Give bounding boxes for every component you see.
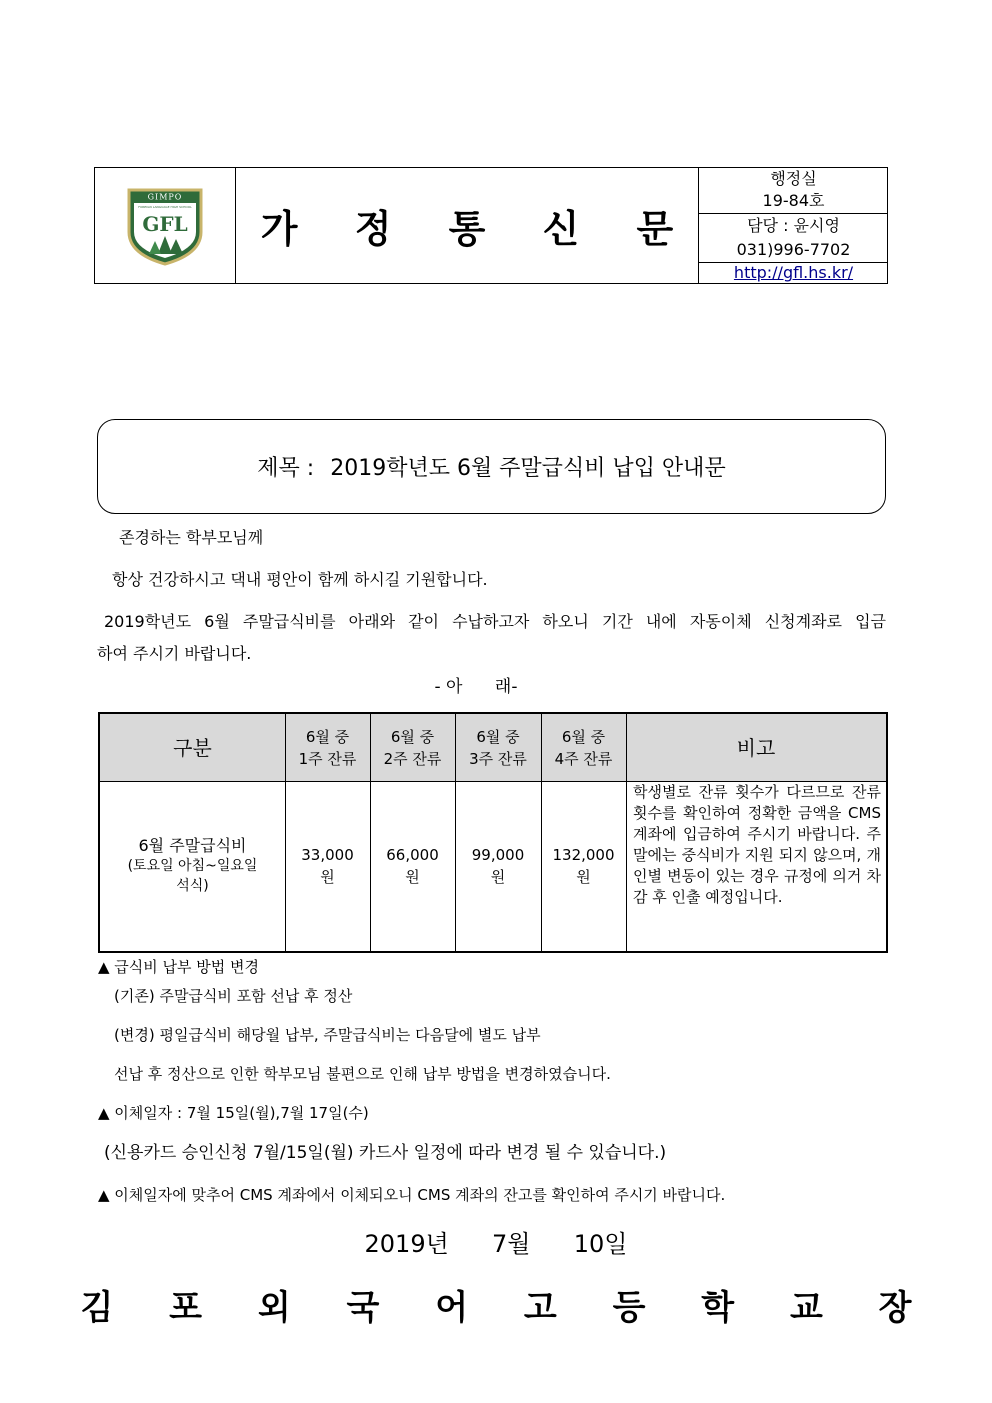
school-url-link[interactable]: http://gfl.hs.kr/ bbox=[733, 263, 854, 282]
subject-box bbox=[97, 419, 886, 514]
intro-line-2: 하여 주시기 바랍니다. bbox=[97, 644, 252, 663]
office-name: 행정실 bbox=[770, 169, 817, 188]
cms-note: ▲ 이체일자에 맞추어 CMS 계좌에서 이체되오니 CMS 계좌의 잔고를 확인하여 주시기 바랍니다. bbox=[98, 1186, 726, 1204]
logo-cell bbox=[95, 168, 236, 283]
logo-top-text: GIMPO bbox=[147, 192, 183, 201]
table-cell-week4: 132,000 원 bbox=[552, 846, 615, 886]
subject-label: 제목 : bbox=[257, 456, 315, 481]
col-header-week3: 6월 중 3주 잔류 bbox=[469, 727, 527, 768]
table-cell-week3: 99,000 원 bbox=[471, 846, 525, 886]
table-cell-week2: 66,000 원 bbox=[386, 846, 439, 886]
fee-table bbox=[98, 712, 888, 953]
greeting: 존경하는 학부모님께 bbox=[119, 528, 264, 547]
subject-text: 2019학년도 6월 주말급식비 납입 안내문 bbox=[330, 456, 726, 481]
section-heading: - 아 래- bbox=[434, 677, 518, 697]
col-header-week2: 6월 중 2주 잔류 bbox=[383, 727, 442, 768]
principal-signature: 김 포 외 국 어 고 등 학 교 장 bbox=[80, 1288, 934, 1328]
transfer-date: ▲ 이체일자 : 7월 15일(월),7월 17일(수) bbox=[98, 1104, 369, 1122]
col-header-week1: 6월 중 1주 잔류 bbox=[298, 727, 357, 768]
table-cell-remarks: 학생별로 잔류 횟수가 다르므로 잔류 횟수를 확인하여 정확한 금액을 CMS계좌에 입금하여 주시기 바랍니다. 주말에는 중식비가 지원 되지 않으며, 개인별 변동이 있는 경우 규정에 의거 차감 후 인출 예정입니다. bbox=[633, 783, 881, 906]
issue-date: 2019년 7월 10일 bbox=[364, 1230, 628, 1258]
logo-sub-text: FOREIGN LANGUAGE HIGH SCHOOL bbox=[138, 204, 192, 209]
intro-line-1: 2019학년도 6월 주말급식비를 아래와 같이 수납하고자 하오니 기간 내에 자동이체 신청계좌로 입금 bbox=[104, 612, 886, 631]
page-title: 가 정 통 신 문 bbox=[260, 207, 696, 251]
change-reason: 선납 후 정산으로 인한 학부모님 불편으로 인해 납부 방법을 변경하였습니다. bbox=[114, 1065, 611, 1083]
school-crest-icon bbox=[125, 186, 205, 266]
contact-person: 담당 : 윤시영 bbox=[747, 216, 840, 235]
method-after: (변경) 평일급식비 해당월 납부, 주말급식비는 다음달에 별도 납부 bbox=[114, 1026, 541, 1044]
divider bbox=[699, 213, 888, 214]
logo-main-text: GFL bbox=[142, 211, 188, 236]
col-header-remarks: 비고 bbox=[736, 735, 776, 760]
item-sub-1: (토요일 아침~일요일 bbox=[127, 858, 258, 874]
table-cell-week1: 33,000 원 bbox=[301, 846, 354, 886]
wish-text: 항상 건강하시고 댁내 평안이 함께 하시길 기원합니다. bbox=[112, 570, 488, 589]
letterhead bbox=[94, 167, 888, 284]
item-name: 6월 주말급식비 bbox=[138, 836, 247, 855]
col-header-category: 구분 bbox=[173, 735, 212, 760]
card-note: (신용카드 승인신청 7월/15일(월) 카드사 일정에 따라 변경 될 수 있습니다.) bbox=[104, 1143, 667, 1163]
col-header-week4: 6월 중 4주 잔류 bbox=[554, 727, 613, 768]
change-title: ▲ 급식비 납부 방법 변경 bbox=[98, 958, 260, 976]
item-sub-2: 석식) bbox=[176, 878, 209, 894]
doc-number: 19-84호 bbox=[762, 191, 825, 210]
office-info bbox=[698, 168, 887, 283]
phone-number: 031)996-7702 bbox=[736, 240, 851, 259]
method-before: (기존) 주말급식비 포함 선납 후 정산 bbox=[114, 987, 353, 1005]
table-row-item bbox=[100, 781, 285, 951]
